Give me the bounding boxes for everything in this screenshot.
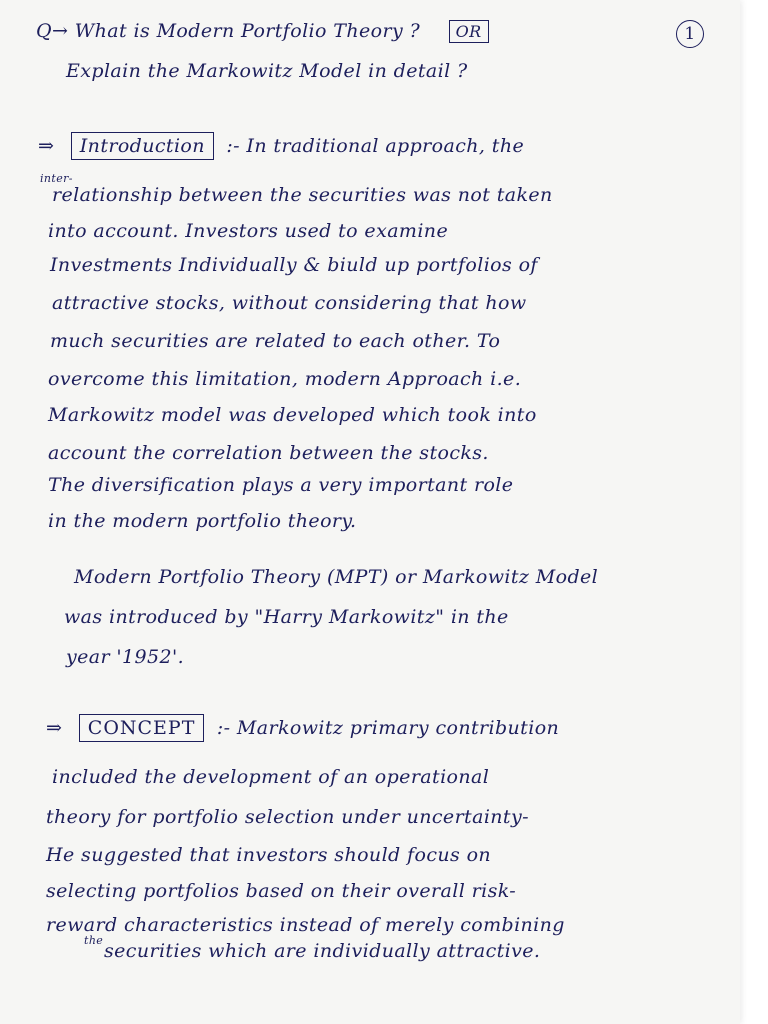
the-note: the	[84, 934, 104, 947]
intro-line: account the correlation between the stocks.	[48, 442, 489, 464]
inter-note: inter-	[40, 172, 73, 185]
concept-last-line: securities which are individually attractive.	[104, 940, 541, 962]
concept-heading-line	[46, 714, 559, 742]
concept-heading-suffix: :- Markowitz primary contribution	[216, 717, 560, 739]
concept-line: He suggested that investors should focus on	[46, 844, 492, 866]
intro-line: Markowitz model was developed which took into	[48, 404, 537, 426]
introduction-heading: Introduction	[71, 132, 214, 160]
concept-heading: CONCEPT	[79, 714, 205, 742]
mpt-line: year '1952'.	[66, 646, 185, 668]
arrow-icon: ⇒	[46, 717, 63, 739]
page-number: 1	[676, 20, 704, 48]
mpt-line: Modern Portfolio Theory (MPT) or Markowitz Model	[74, 566, 599, 588]
intro-line: overcome this limitation, modern Approach i.e.	[48, 368, 522, 390]
intro-line: The diversification plays a very important role	[48, 474, 514, 496]
or-badge: OR	[449, 20, 489, 43]
question-line-1	[36, 20, 489, 43]
concept-line: included the development of an operational	[52, 766, 490, 788]
concept-line: theory for portfolio selection under uncertainty-	[46, 806, 529, 828]
intro-line: relationship between the securities was not taken	[52, 184, 553, 206]
concept-line: reward characteristics instead of merely combining	[46, 914, 565, 936]
mpt-line: was introduced by "Harry Markowitz" in the	[64, 606, 509, 628]
arrow-icon: ⇒	[38, 135, 55, 157]
intro-line: in the modern portfolio theory.	[48, 510, 357, 532]
introduction-heading-suffix: :- In traditional approach, the	[226, 135, 525, 157]
concept-line: selecting portfolios based on their overall risk-	[46, 880, 517, 902]
intro-line: Investments Individually & biuld up portfolios of	[50, 254, 538, 276]
intro-line: into account. Investors used to examine	[48, 220, 449, 242]
question-text: Q→ What is Modern Portfolio Theory ?	[36, 20, 421, 42]
intro-line: attractive stocks, without considering that how	[52, 292, 527, 314]
intro-line: much securities are related to each other. To	[50, 330, 501, 352]
question-line-2: Explain the Markowitz Model in detail ?	[66, 60, 468, 82]
introduction-heading-line	[38, 132, 524, 160]
